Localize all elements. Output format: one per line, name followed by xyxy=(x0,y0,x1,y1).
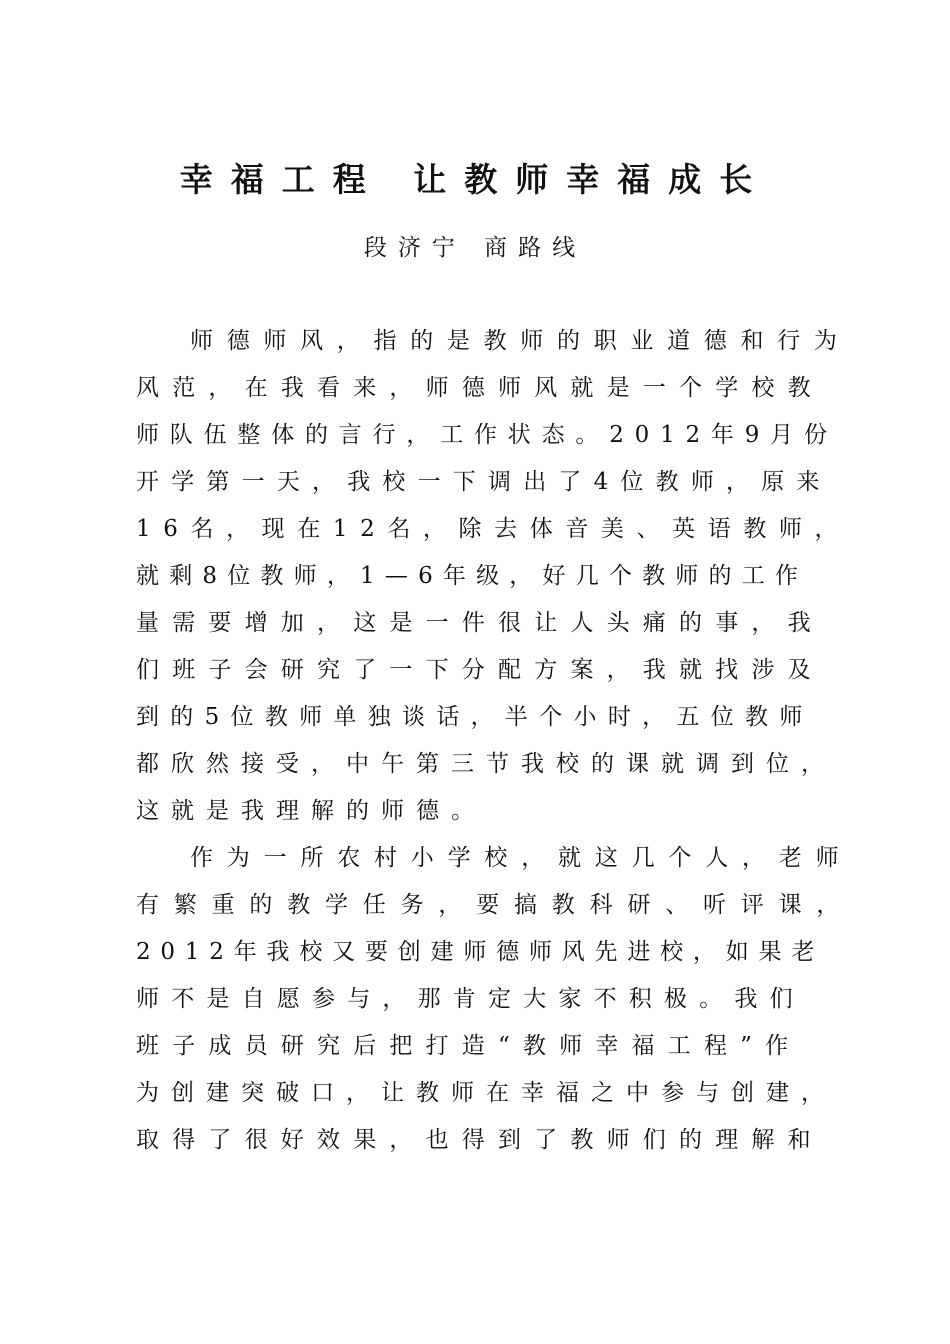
document-authors: 段济宁 商路线 xyxy=(363,235,587,261)
body-line: 有繁重的教学任务，要搞教科研、听评课， xyxy=(136,892,855,918)
body-line: 师德师风，指的是教师的职业道德和行为 xyxy=(190,328,851,354)
body-line: 2012年我校又要创建师德师风先进校，如果老 xyxy=(136,939,825,965)
body-line: 风范，在我看来，师德师风就是一个学校教 xyxy=(136,375,824,401)
body-line: 就剩8位教师，1—6年级，好几个教师的工作 xyxy=(136,563,809,589)
body-line: 师队伍整体的言行，工作状态。2012年9月份 xyxy=(136,422,838,448)
body-line: 16名，现在12名，除去体音美、英语教师， xyxy=(136,516,851,542)
document-body xyxy=(136,318,856,1164)
body-line: 到的5位教师单独谈话，半个小时，五位教师 xyxy=(136,704,814,730)
body-line: 量需要增加，这是一件很让人头痛的事，我 xyxy=(136,610,824,636)
body-line: 为创建突破口，让教师在幸福之中参与创建， xyxy=(136,1080,836,1106)
body-line: 作为一所农村小学校，就这几个人，老师 xyxy=(190,845,853,871)
body-line: 开学第一天，我校一下调出了4位教师，原来 xyxy=(136,469,832,495)
body-line: 取得了很好效果，也得到了教师们的理解和 xyxy=(136,1127,824,1153)
body-line: 都欣然接受，中午第三节我校的课就调到位， xyxy=(136,751,836,777)
body-line: 这就是我理解的师德。 xyxy=(136,798,486,824)
body-line: 师不是自愿参与，那肯定大家不积极。我们 xyxy=(136,986,805,1012)
body-line: 班子成员研究后把打造“教师幸福工程”作 xyxy=(136,1033,802,1059)
body-line: 们班子会研究了一下分配方案，我就找涉及 xyxy=(136,657,824,683)
document-title: 幸福工程 让教师幸福成长 xyxy=(179,160,771,199)
